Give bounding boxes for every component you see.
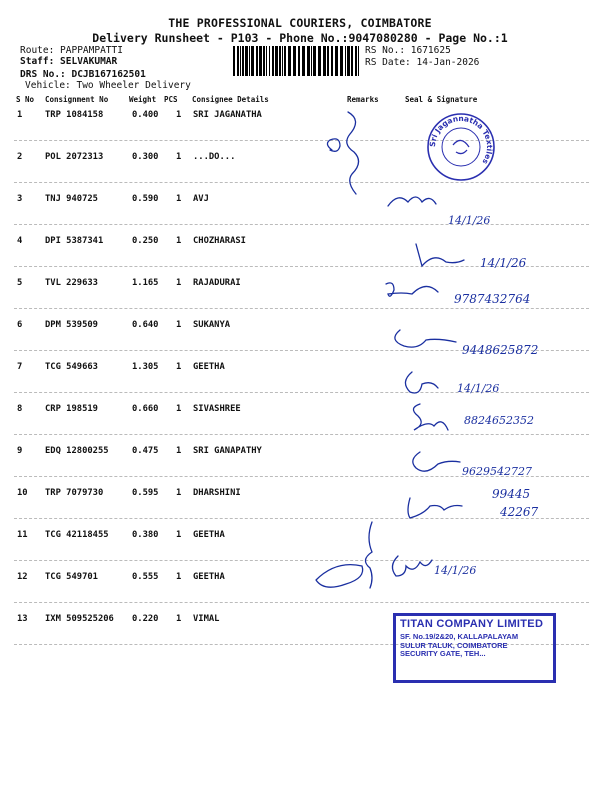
- cell-sno: 12: [17, 572, 28, 582]
- cell-consignee: AVJ: [193, 194, 209, 204]
- rs-number: RS No.: 1671625: [365, 45, 451, 56]
- runsheet-subtitle: Delivery Runsheet - P103 - Phone No.:9047080280 - Page No.:1: [92, 31, 508, 45]
- drs-number: DRS No.: DCJB167162501: [20, 69, 146, 80]
- cell-pcs: 1: [176, 194, 182, 204]
- cell-weight: 0.475: [132, 446, 159, 456]
- cell-weight: 0.220: [132, 614, 159, 624]
- cell-consignment: TVL 229633: [45, 278, 98, 288]
- stamp-address-line: SULUR TALUK, COIMBATORE: [400, 641, 508, 650]
- cell-sno: 5: [17, 278, 23, 288]
- cell-pcs: 1: [176, 236, 182, 246]
- signature-scribble: [413, 404, 448, 430]
- cell-pcs: 1: [176, 572, 182, 582]
- col-remarks: Remarks: [347, 95, 379, 104]
- cell-consignee: ...DO...: [193, 152, 236, 162]
- cell-pcs: 1: [176, 362, 182, 372]
- handwritten-date: 14/1/26: [480, 256, 527, 270]
- cell-consignment: POL 2072313: [45, 152, 104, 162]
- cell-sno: 1: [17, 110, 23, 120]
- handwritten-phone: 9629542727: [462, 465, 532, 478]
- signature-scribble: [388, 197, 436, 206]
- col-pcs: PCS: [164, 95, 178, 104]
- cell-pcs: 1: [176, 404, 182, 414]
- cell-weight: 0.400: [132, 110, 159, 120]
- col-consignee: Consignee Details: [192, 95, 269, 104]
- cell-weight: 0.590: [132, 194, 159, 204]
- stamp-company-name: TITAN COMPANY LIMITED: [400, 618, 544, 630]
- cell-weight: 1.165: [132, 278, 159, 288]
- cell-consignee: VIMAL: [193, 614, 220, 624]
- handwritten-phone: 8824652352: [464, 414, 534, 427]
- cell-pcs: 1: [176, 614, 182, 624]
- cell-consignment: TRP 1084158: [45, 110, 104, 120]
- cell-pcs: 1: [176, 320, 182, 330]
- signature-scribble: [413, 452, 460, 471]
- cell-sno: 7: [17, 362, 23, 372]
- cell-sno: 13: [17, 614, 28, 624]
- cell-pcs: 1: [176, 446, 182, 456]
- document-title: THE PROFESSIONAL COURIERS, COIMBATORE: [168, 16, 432, 30]
- stamp-address-line: SECURITY GATE, TEH...: [400, 649, 486, 658]
- cell-sno: 2: [17, 152, 23, 162]
- cell-weight: 1.305: [132, 362, 159, 372]
- cell-weight: 0.660: [132, 404, 159, 414]
- round-seal-text: Sri Jagannatha Textiles: [427, 113, 495, 166]
- signature-scribble: [416, 244, 464, 266]
- handwritten-phone: 9787432764: [454, 292, 531, 306]
- cell-consignee: SRI GANAPATHY: [193, 446, 262, 456]
- cell-pcs: 1: [176, 530, 182, 540]
- cell-pcs: 1: [176, 110, 182, 120]
- signature-scribble: [365, 522, 372, 588]
- signature-scribble: [327, 139, 340, 151]
- cell-weight: 0.640: [132, 320, 159, 330]
- cell-consignee: GEETHA: [193, 572, 225, 582]
- staff-label: Staff: SELVAKUMAR: [20, 56, 118, 67]
- cell-pcs: 1: [176, 488, 182, 498]
- cell-sno: 6: [17, 320, 23, 330]
- cell-consignee: SRI JAGANATHA: [193, 110, 262, 120]
- cell-sno: 4: [17, 236, 23, 246]
- signature-scribble: [405, 372, 438, 393]
- cell-weight: 0.250: [132, 236, 159, 246]
- handwritten-date: 14/1/26: [457, 382, 500, 395]
- handwritten-phone: 99445: [492, 487, 531, 501]
- handwritten-date: 14/1/26: [448, 214, 491, 227]
- signature-scribble: [408, 498, 462, 518]
- cell-pcs: 1: [176, 152, 182, 162]
- cell-consignment: DPM 539509: [45, 320, 98, 330]
- handwritten-phone: 42267: [500, 505, 539, 519]
- cell-sno: 9: [17, 446, 23, 456]
- signature-scribble: [395, 330, 456, 347]
- cell-consignment: TCG 549663: [45, 362, 98, 372]
- cell-consignee: SIVASHREE: [193, 404, 241, 414]
- signature-scribble: [386, 283, 438, 296]
- cell-sno: 8: [17, 404, 23, 414]
- cell-consignment: TCG 42118455: [45, 530, 109, 540]
- cell-pcs: 1: [176, 278, 182, 288]
- cell-consignment: CRP 198519: [45, 404, 98, 414]
- cell-consignee: DHARSHINI: [193, 488, 241, 498]
- stamp-address-line: SF. No.19/2&20, KALLAPALAYAM: [400, 632, 519, 641]
- cell-consignment: TNJ 940725: [45, 194, 98, 204]
- cell-weight: 0.555: [132, 572, 159, 582]
- cell-weight: 0.300: [132, 152, 159, 162]
- col-consignment: Consignment No: [45, 95, 109, 104]
- cell-consignee: RAJADURAI: [193, 278, 241, 288]
- cell-consignment: TRP 7079730: [45, 488, 104, 498]
- signature-scribble: [392, 556, 432, 576]
- rs-date: RS Date: 14-Jan-2026: [365, 57, 480, 68]
- col-weight: Weight: [129, 95, 157, 104]
- cell-sno: 10: [17, 488, 28, 498]
- cell-consignment: EDQ 12800255: [45, 446, 109, 456]
- cell-consignee: GEETHA: [193, 362, 225, 372]
- handwritten-phone: 9448625872: [462, 343, 539, 357]
- cell-consignee: GEETHA: [193, 530, 225, 540]
- route-label: Route: PAPPAMPATTI: [20, 45, 123, 56]
- cell-weight: 0.595: [132, 488, 159, 498]
- handwritten-date: 14/1/26: [434, 564, 477, 577]
- signature-scribble: [316, 565, 363, 588]
- cell-consignment: DPI 5387341: [45, 236, 104, 246]
- cell-consignee: CHOZHARASI: [193, 236, 246, 246]
- col-seal-signature: Seal & Signature: [405, 95, 478, 104]
- cell-weight: 0.380: [132, 530, 159, 540]
- cell-consignee: SUKANYA: [193, 320, 231, 330]
- cell-consignment: TCG 549701: [45, 572, 98, 582]
- col-sno: S No: [16, 95, 35, 104]
- cell-consignment: IXM 509525206: [45, 614, 114, 624]
- signature-scribble: [347, 112, 359, 194]
- cell-sno: 11: [17, 530, 28, 540]
- cell-sno: 3: [17, 194, 23, 204]
- vehicle-label: Vehicle: Two Wheeler Delivery: [25, 80, 191, 91]
